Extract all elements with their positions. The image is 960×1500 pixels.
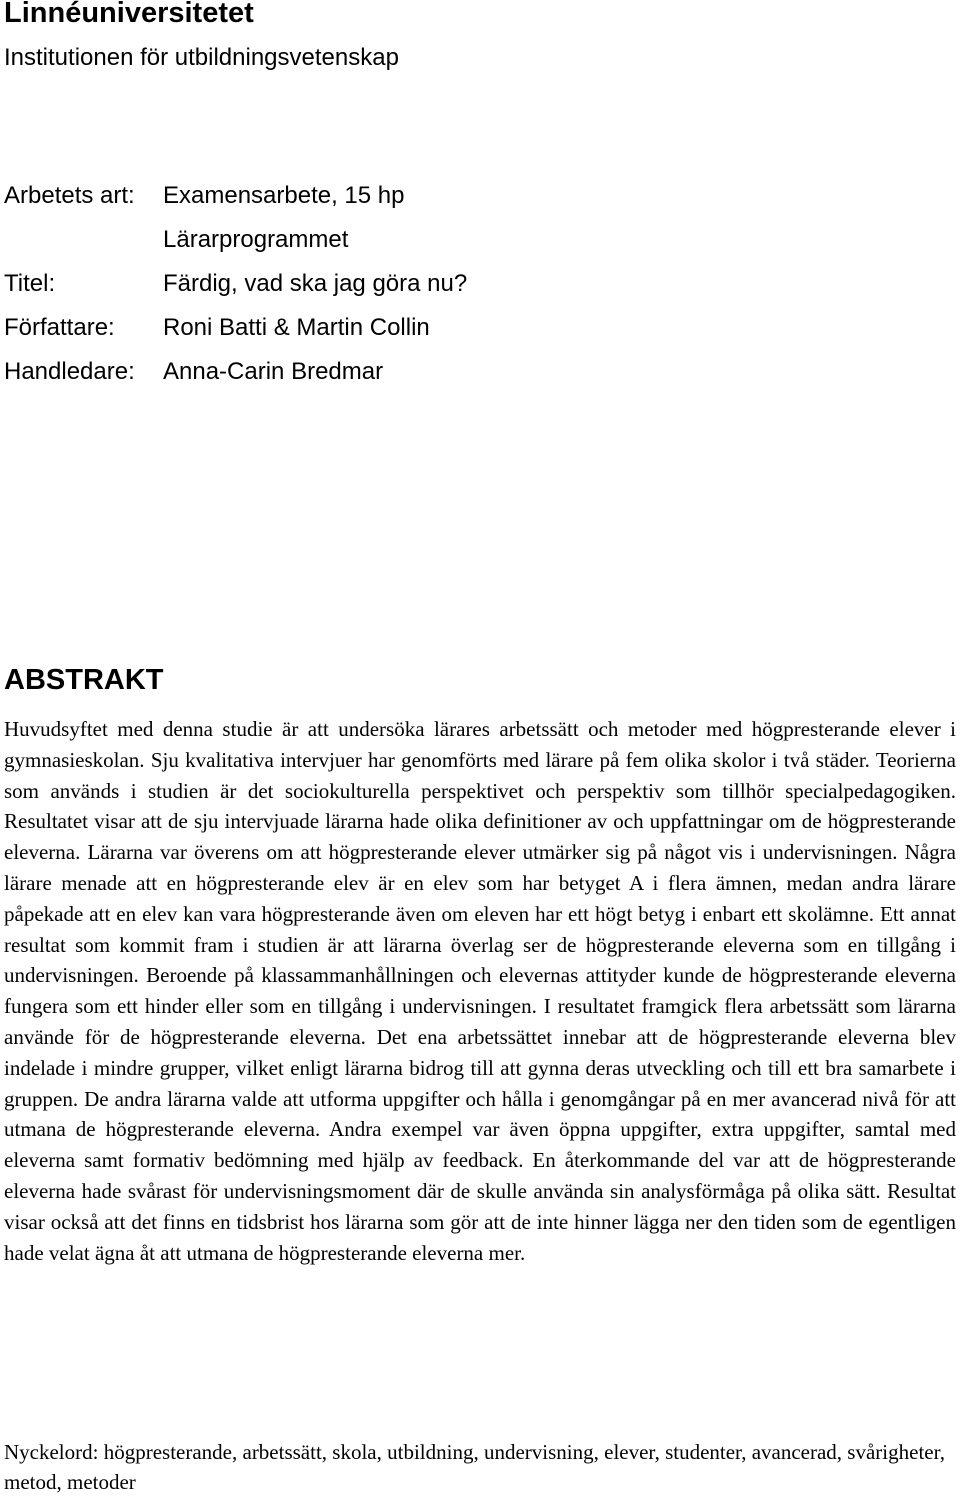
meta-label: Handledare: xyxy=(4,358,135,385)
meta-row-authors xyxy=(4,306,467,350)
university-name: Linnéuniversitetet xyxy=(4,0,254,29)
abstract-body: Huvudsyftet med denna studie är att undersöka lärares arbetssätt och metoder med högpresterande elever i gymnasieskolan. Sju kvalitativa intervjuer har genomförts med lärare på fem olika skolor i två städer. Teorierna som används i studien är det sociokulturella perspektivet och perspektiv som tillhör specialpedagogiken. Resultatet visar att de sju intervjuade lärarna hade olika definitioner av och uppfattningar om de högpresterande eleverna. Lärarna var överens om att högpresterande elever utmärker sig på något vis i undervisningen. Några lärare menade att en högpresterande elev är en elev som har betyget A i flera ämnen, medan andra lärare påpekade att en elev kan vara högpresterande även om eleven har ett högt betyg i enbart ett skolämne. Ett annat resultat som kommit fram i studien är att lärarna överlag ser de högpresterande eleverna som en tillgång i undervisningen. Beroende på klassammanhållningen och elevernas attityder kunde de högpresterande eleverna fungera som ett hinder eller som en tillgång i undervisningen. I resultatet framgick flera arbetssätt som lärarna använde för de högpresterande eleverna. Det ena arbetssättet innebar att de högpresterande eleverna blev indelade i mindre grupper, vilket enligt lärarna bidrog till att gynna deras utveckling och till ett bra samarbete i gruppen. De andra lärarna valde att utforma uppgifter och hålla i genomgångar på en mer avancerad nivå för att utmana de högpresterande eleverna. Andra exempel var även öppna uppgifter, extra uppgifter, samtal med eleverna samt formativ bedömning med hjälp av feedback. En återkommande del var att de högpresterande eleverna hade svårast för undervisningsmoment där de skulle använda sin analysförmåga på olika sätt. Resultat visar också att det finns en tidsbrist hos lärarna som gör att de inte hinner lägga ner den tiden som de egentligen hade velat ägna åt att utmana de högpresterande eleverna mer. xyxy=(4,717,956,1265)
meta-row-title xyxy=(4,262,467,306)
meta-row-type xyxy=(4,174,467,218)
abstract-heading: ABSTRAKT xyxy=(4,664,164,696)
meta-value: Roni Batti & Martin Collin xyxy=(163,314,430,341)
meta-value: Anna-Carin Bredmar xyxy=(163,358,384,385)
meta-label: Författare: xyxy=(4,314,115,341)
meta-label: Arbetets art: xyxy=(4,182,135,209)
institution-name: Institutionen för utbildningsvetenskap xyxy=(4,44,399,71)
meta-row-supervisor xyxy=(4,350,467,394)
keywords: Nyckelord: högpresterande, arbetssätt, skola, utbildning, undervisning, elever, studenter, avancerad, svårigheter, metod, metoder xyxy=(4,1440,946,1494)
meta-value: Lärarprogrammet xyxy=(163,226,349,253)
meta-value: Färdig, vad ska jag göra nu? xyxy=(163,270,468,297)
meta-row-program xyxy=(4,218,467,262)
meta-label: Titel: xyxy=(4,270,56,297)
meta-value: Examensarbete, 15 hp xyxy=(163,182,405,209)
thesis-metadata xyxy=(4,174,467,394)
